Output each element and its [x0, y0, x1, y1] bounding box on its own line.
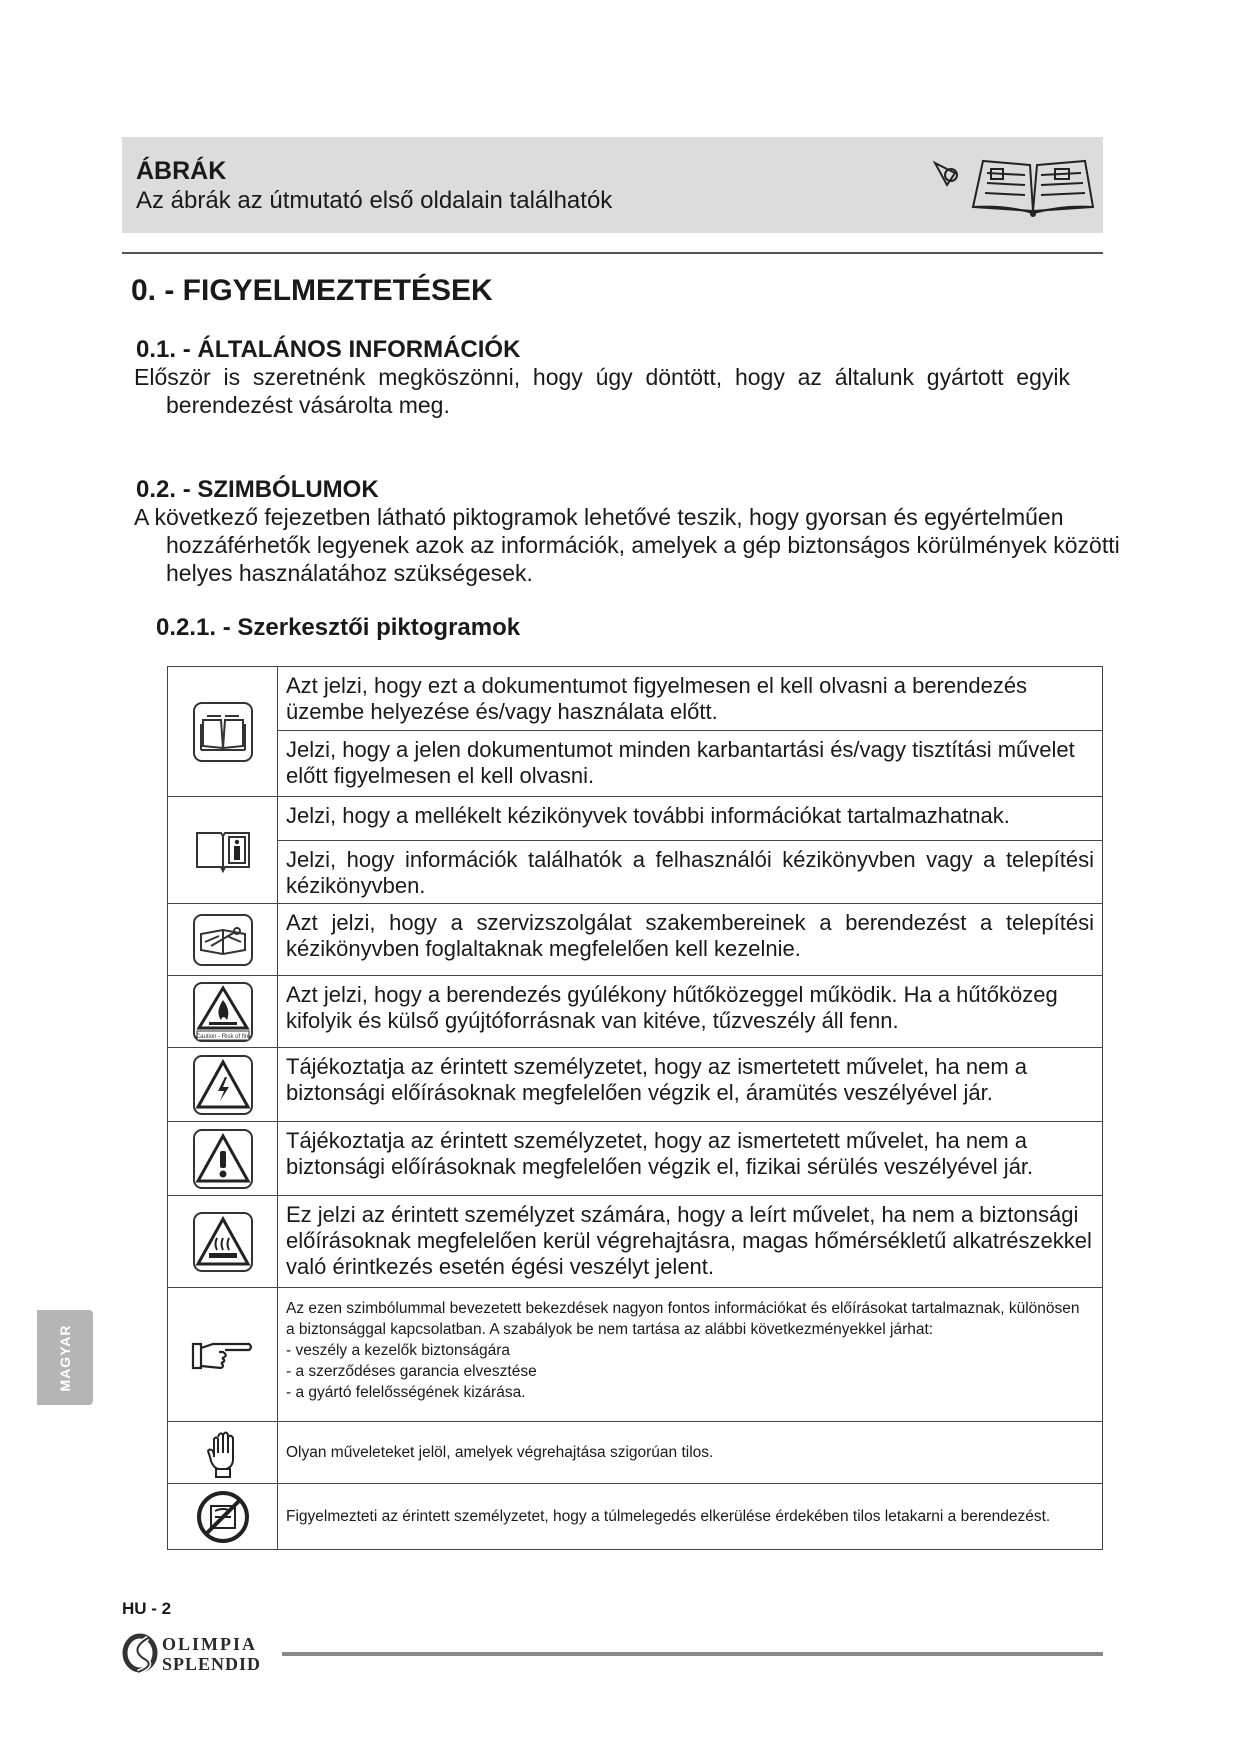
pictogram-description: Jelzi, hogy a mellékelt kézikönyvek további információkat tartalmazhatnak. — [278, 797, 1103, 841]
table-row — [168, 731, 1103, 797]
icon-cell — [168, 1422, 278, 1484]
icon-cell — [168, 667, 278, 797]
logo-text-splendid: SPLENDID — [162, 1654, 262, 1674]
open-book-icon — [925, 151, 1095, 217]
figures-subtitle: Az ábrák az útmutató első oldalain találhatók — [136, 187, 613, 214]
flammable-caption: Caution - Risk of fire — [195, 1033, 250, 1040]
stop-hand-icon — [206, 1427, 240, 1479]
electric-shock-warning-icon — [191, 1053, 255, 1117]
icon-cell — [168, 1288, 278, 1422]
subsection-title-general-info: 0.1. - ÁLTALÁNOS INFORMÁCIÓK — [136, 336, 521, 363]
consequence-item: - a gyártó felelősségének kizárása. — [286, 1384, 526, 1401]
table-row — [168, 904, 1103, 976]
general-info-paragraph — [134, 363, 1070, 419]
footer-rule — [282, 1652, 1103, 1656]
brand-logo — [120, 1632, 262, 1679]
pointing-hand-icon — [191, 1338, 255, 1372]
consequence-item: - veszély a kezelők biztonságára — [286, 1342, 511, 1359]
symbols-line-3: helyes használatához szükségesek. — [166, 560, 533, 586]
section-title: 0. - FIGYELMEZTETÉSEK — [131, 274, 493, 307]
pictogram-description: Azt jelzi, hogy a szervizszolgálat szakembereinek a berendezést a telepítési kézikönyvben foglaltaknak megfelelően kell kezelnie. — [278, 904, 1103, 976]
symbols-line-2: hozzáférhetők legyenek azok az információk, amelyek a gép biztonságos körülmények közötti — [166, 532, 1120, 558]
pictogram-description: Tájékoztatja az érintett személyzetet, hogy az ismertetett művelet, ha nem a biztonsági előírásoknak megfelelően végzik el, fizikai sérülés veszélyével jár. — [278, 1122, 1103, 1196]
table-row — [168, 841, 1103, 904]
general-info-line-1: Először is szeretnénk megköszönni, hogy úgy döntött, hogy az általunk gyártott egyik — [134, 364, 1070, 390]
icon-cell — [168, 797, 278, 904]
pictogram-table — [167, 666, 1103, 1550]
section-divider — [122, 252, 1103, 254]
table-row — [168, 1048, 1103, 1122]
table-row — [168, 1122, 1103, 1196]
important-info-line-1: Az ezen szimbólummal bevezetett bekezdések nagyon fontos információkat és előírásokat tartalmaznak, különösen — [286, 1300, 1080, 1317]
icon-cell — [168, 1048, 278, 1122]
pictogram-description: Azt jelzi, hogy a berendezés gyúlékony hűtőközeggel működik. Ha a hűtőközeg kifolyik és külső gyújtóforrásnak van kitéve, tűzveszély áll fenn. — [278, 976, 1103, 1048]
subsection-title-symbols: 0.2. - SZIMBÓLUMOK — [136, 476, 379, 503]
language-tab-label: MAGYAR — [57, 1324, 73, 1391]
subsection-title-pictograms: 0.2.1. - Szerkesztői piktogramok — [156, 614, 521, 641]
icon-cell — [168, 1196, 278, 1288]
icon-cell — [168, 1122, 278, 1196]
logo-text-olimpia: OLIMPIA — [162, 1634, 257, 1654]
symbols-paragraph — [134, 503, 1124, 587]
do-not-cover-icon — [195, 1489, 251, 1545]
page-number: HU - 2 — [122, 1599, 172, 1618]
figures-note-box — [122, 137, 1103, 233]
table-row — [168, 1196, 1103, 1288]
flammable-warning-icon — [191, 980, 255, 1044]
table-row — [168, 1422, 1103, 1484]
important-info-line-2: a biztonsággal kapcsolatban. A szabályok be nem tartása az alábbi következményekkel járhat: — [286, 1321, 934, 1338]
table-row — [168, 797, 1103, 841]
general-warning-icon — [191, 1127, 255, 1191]
pictogram-description: Olyan műveleteket jelöl, amelyek végrehajtása szigorúan tilos. — [278, 1422, 1103, 1484]
service-manual-icon — [191, 912, 255, 968]
icon-cell — [168, 976, 278, 1048]
pictogram-description: Azt jelzi, hogy ezt a dokumentumot figyelmesen el kell olvasni a berendezés üzembe helyezése és/vagy használata előtt. — [278, 667, 1103, 731]
pictogram-description: Jelzi, hogy információk találhatók a felhasználói kézikönyvben vagy a telepítési kézikönyvben. — [278, 841, 1103, 904]
table-row — [168, 1288, 1103, 1422]
pictogram-description: Tájékoztatja az érintett személyzetet, hogy az ismertetett művelet, ha nem a biztonsági előírásoknak megfelelően végzik el, áramütés veszélyével jár. — [278, 1048, 1103, 1122]
pictogram-description: Jelzi, hogy a jelen dokumentumot minden karbantartási és/vagy tisztítási művelet előtt figyelmesen el kell olvasni. — [278, 731, 1103, 797]
pictogram-description: Ez jelzi az érintett személyzet számára, hogy a leírt művelet, ha nem a biztonsági előírásoknak megfelelően kerül végrehajtásra, magas hőmérsékletű alkatrészekkel való érintkezés esetén égési veszélyt jelent. — [278, 1196, 1103, 1288]
table-row — [168, 667, 1103, 731]
symbols-line-1: A következő fejezetben látható piktogramok lehetővé teszik, hogy gyorsan és egyértelműen — [134, 504, 1064, 530]
hot-surface-warning-icon — [191, 1210, 255, 1274]
info-manual-icon — [193, 827, 253, 873]
consequence-item: - a szerződéses garancia elvesztése — [286, 1363, 537, 1380]
table-row — [168, 1484, 1103, 1550]
language-tab — [37, 1310, 93, 1405]
book-icon — [191, 700, 255, 764]
icon-cell — [168, 1484, 278, 1550]
table-row — [168, 976, 1103, 1048]
figures-title: ÁBRÁK — [136, 157, 227, 185]
general-info-line-2: berendezést vásárolta meg. — [166, 392, 450, 418]
olimpia-logo-icon — [120, 1632, 160, 1674]
pictogram-description — [278, 1288, 1103, 1422]
pictogram-description: Figyelmezteti az érintett személyzetet, hogy a túlmelegedés elkerülése érdekében tilos letakarni a berendezést. — [278, 1484, 1103, 1550]
icon-cell — [168, 904, 278, 976]
